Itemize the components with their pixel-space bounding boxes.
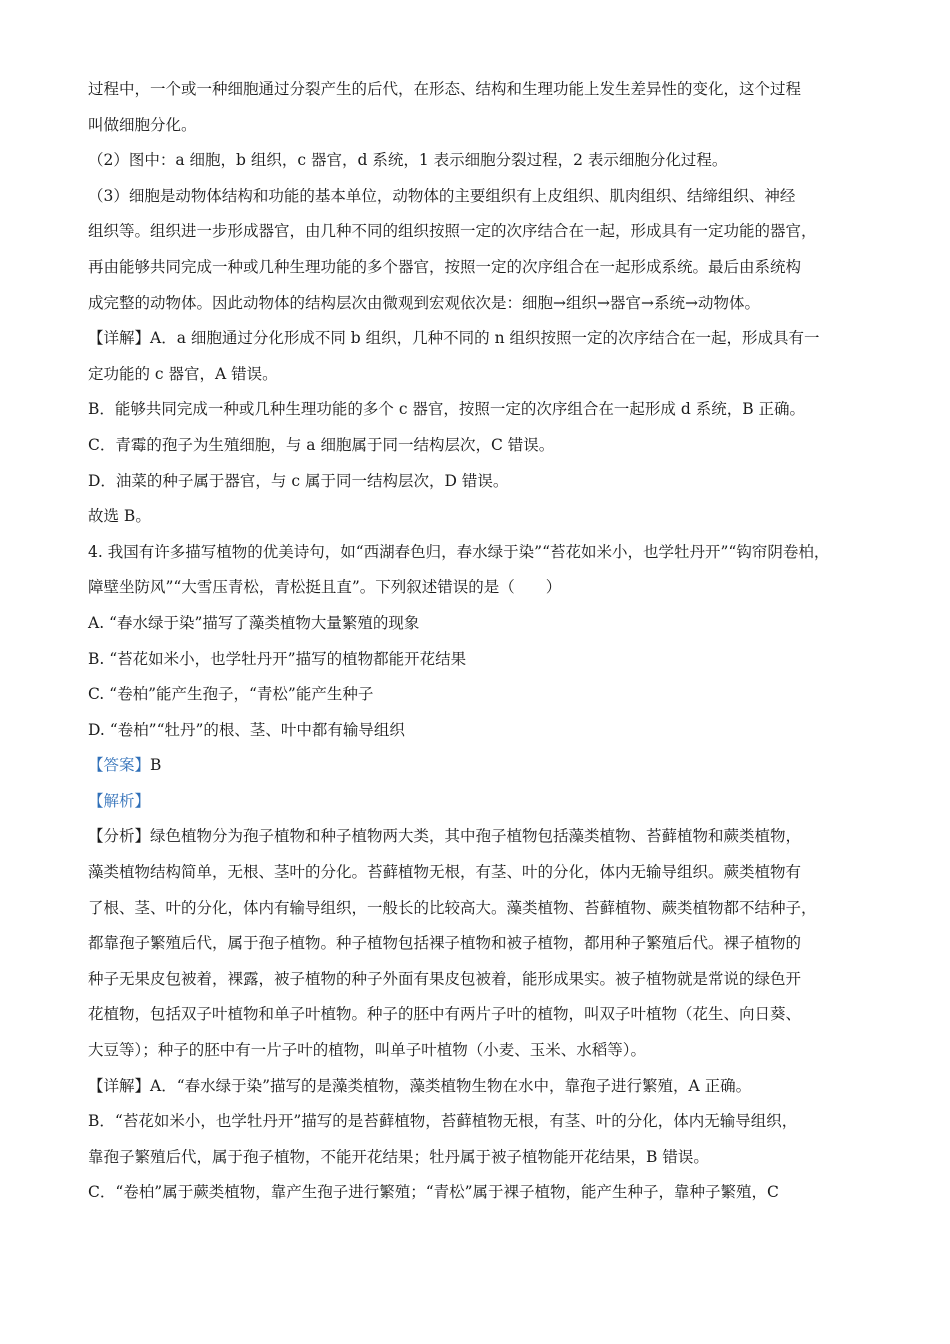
document-page <box>88 72 868 1211</box>
text-line: 【详解】A．“春水绿于染”描写的是藻类植物，藻类植物生物在水中，靠孢子进行繁殖，A 正确。 <box>88 1076 752 1095</box>
text-line: （2）图中：a 细胞，b 组织，c 器官，d 系统，1 表示细胞分裂过程，2 表示细胞分化过程。 <box>88 151 728 170</box>
text-line: 了根、茎、叶的分化，体内有输导组织，一般长的比较高大。藻类植物、苔藓植物、蕨类植物都不结种子， <box>88 898 817 917</box>
text-line: B．能够共同完成一种或几种生理功能的多个 c 器官，按照一定的次序组合在一起形成 d 系统，B 正确。 <box>88 400 806 419</box>
option-b: B. “苔花如米小，也学牡丹开”描写的植物都能开花结果 <box>88 649 467 668</box>
text-line: 花植物，包括双子叶植物和单子叶植物。种子的胚中有两片子叶的植物，叫双子叶植物（花生、向日葵、 <box>88 1005 802 1024</box>
analysis-line <box>88 784 868 820</box>
text-line: 藻类植物结构简单，无根、茎叶的分化。苔藓植物无根，有茎、叶的分化，体内无输导组织。蕨类植物有 <box>88 863 802 882</box>
analysis-tag: 【解析】 <box>88 791 151 810</box>
question-stem: 4. 我国有许多描写植物的优美诗句，如“西湖春色归，春水绿于染”“苔花如米小，也学牡丹开”“钩帘阴卷柏， <box>88 542 830 561</box>
option-a: A. “春水绿于染”描写了藻类植物大量繁殖的现象 <box>88 613 420 632</box>
question-stem: 障壁坐防风”“大雪压青松，青松挺且直”。下列叙述错误的是（ ） <box>88 578 562 597</box>
text-line: 定功能的 c 器官，A 错误。 <box>88 364 278 383</box>
text-line: 【详解】A．a 细胞通过分化形成不同 b 组织，几种不同的 n 组织按照一定的次序结合在一起，形成具有一 <box>88 329 820 348</box>
text-line: 组织等。组织进一步形成器官，由几种不同的组织按照一定的次序结合在一起，形成具有一定功能的器官， <box>88 222 817 241</box>
text-line: 种子无果皮包被着，裸露，被子植物的种子外面有果皮包被着，能形成果实。被子植物就是常说的绿色开 <box>88 969 802 988</box>
text-line: 大豆等）；种子的胚中有一片子叶的植物，叫单子叶植物（小麦、玉米、水稻等）。 <box>88 1041 647 1060</box>
answer-line <box>88 748 868 784</box>
text-line: D．油菜的种子属于器官，与 c 属于同一结构层次，D 错误。 <box>88 471 509 490</box>
text-line: （3）细胞是动物体结构和功能的基本单位，动物体的主要组织有上皮组织、肌肉组织、结缔组织、神经 <box>88 186 796 205</box>
option-c: C. “卷柏”能产生孢子，“青松”能产生种子 <box>88 685 374 704</box>
text-line: C．“卷柏”属于蕨类植物，靠产生孢子进行繁殖；“青松”属于裸子植物，能产生种子，靠种子繁殖，C <box>88 1183 779 1202</box>
text-line: 过程中，一个或一种细胞通过分裂产生的后代，在形态、结构和生理功能上发生差异性的变化，这个过程 <box>88 80 802 98</box>
text-line: 再由能够共同完成一种或几种生理功能的多个器官，按照一定的次序组合在一起形成系统。最后由系统构 <box>88 257 802 276</box>
text-line: 【分析】绿色植物分为孢子植物和种子植物两大类，其中孢子植物包括藻类植物、苔藓植物和蕨类植物， <box>88 827 802 846</box>
text-line: B．“苔花如米小，也学牡丹开”描写的是苔藓植物，苔藓植物无根，有茎、叶的分化，体内无输导组织， <box>88 1112 798 1131</box>
text-line: 成完整的动物体。因此动物体的结构层次由微观到宏观依次是：细胞→组织→器官→系统→动物体。 <box>88 293 760 312</box>
text-line: 靠孢子繁殖后代，属于孢子植物，不能开花结果；牡丹属于被子植物能开花结果，B 错误。 <box>88 1147 709 1166</box>
option-d: D. “卷柏”“牡丹”的根、茎、叶中都有输导组织 <box>88 720 405 739</box>
answer-tag: 【答案】 <box>88 756 151 775</box>
text-line: 叫做细胞分化。 <box>88 115 197 134</box>
text-line: C．青霉的孢子为生殖细胞，与 a 细胞属于同一结构层次，C 错误。 <box>88 435 555 454</box>
text-line: 都靠孢子繁殖后代，属于孢子植物。种子植物包括裸子植物和被子植物，都用种子繁殖后代。裸子植物的 <box>88 934 802 953</box>
answer-value: B <box>150 756 162 775</box>
text-line: 故选 B。 <box>88 507 151 526</box>
